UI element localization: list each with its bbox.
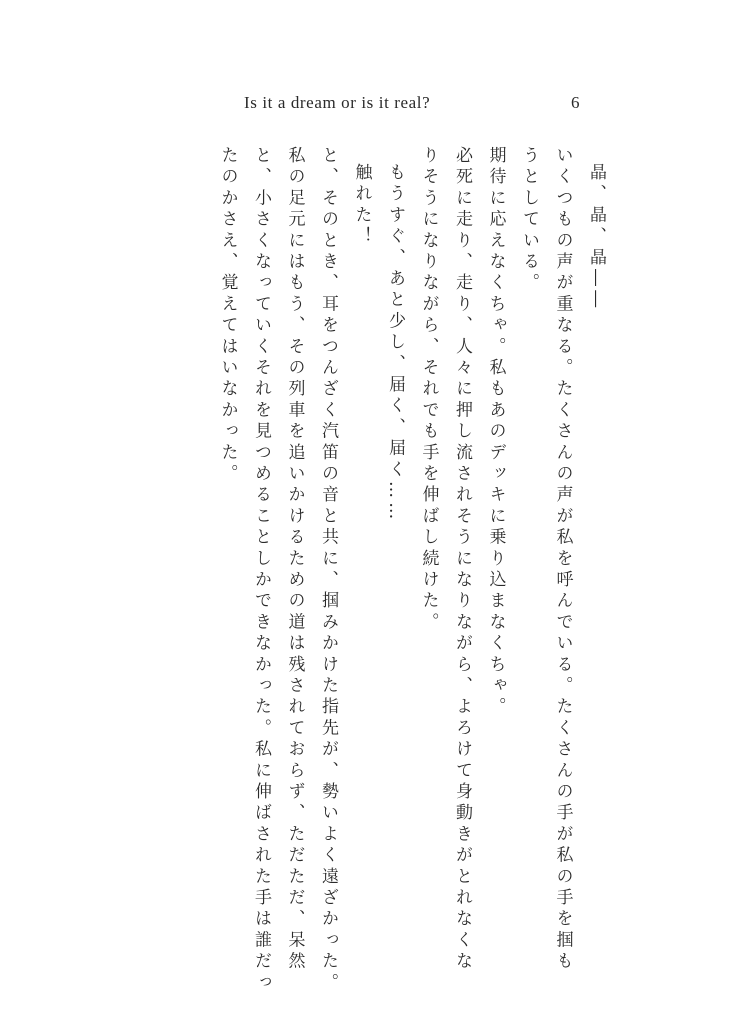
text-line: もうすぐ、あと少し、届く、届く…… (385, 163, 405, 524)
text-line: りそうになりながら、それでも手を伸ばし続けた。 (418, 146, 439, 634)
text-line: 私の足元にはもう、その列車を追いかけるための道は残されておらず、ただただ、呆然 (284, 146, 305, 973)
text-line: うとしている。 (519, 146, 539, 295)
text-line: 晶、晶、晶―― (586, 163, 606, 312)
text-line: 触れた！ (351, 163, 372, 248)
book-title: Is it a dream or is it real? (244, 93, 431, 112)
text-line: 期待に応えなくちゃ。私もあのデッキに乗り込まなくちゃ。 (485, 146, 506, 719)
page-number: 6 (571, 93, 580, 112)
text-line: と、小さくなっていくそれを見つめることしかできなかった。私に伸ばされた手は誰だっ (251, 146, 271, 994)
text-line: たのかさえ、覚えてはいなかった。 (217, 146, 238, 486)
text-line: いくつもの声が重なる。たくさんの声が私を呼んでいる。たくさんの手が私の手を掴も (552, 146, 573, 973)
text-line: と、そのとき、耳をつんざく汽笛の音と共に、掴みかけた指先が、勢いよく遠ざかった。 (318, 146, 338, 994)
vertical-text-body (210, 146, 612, 994)
text-line: 必死に走り、走り、人々に押し流されそうになりながら、よろけて身動きがとれなくな (452, 146, 472, 973)
running-header (0, 93, 736, 117)
